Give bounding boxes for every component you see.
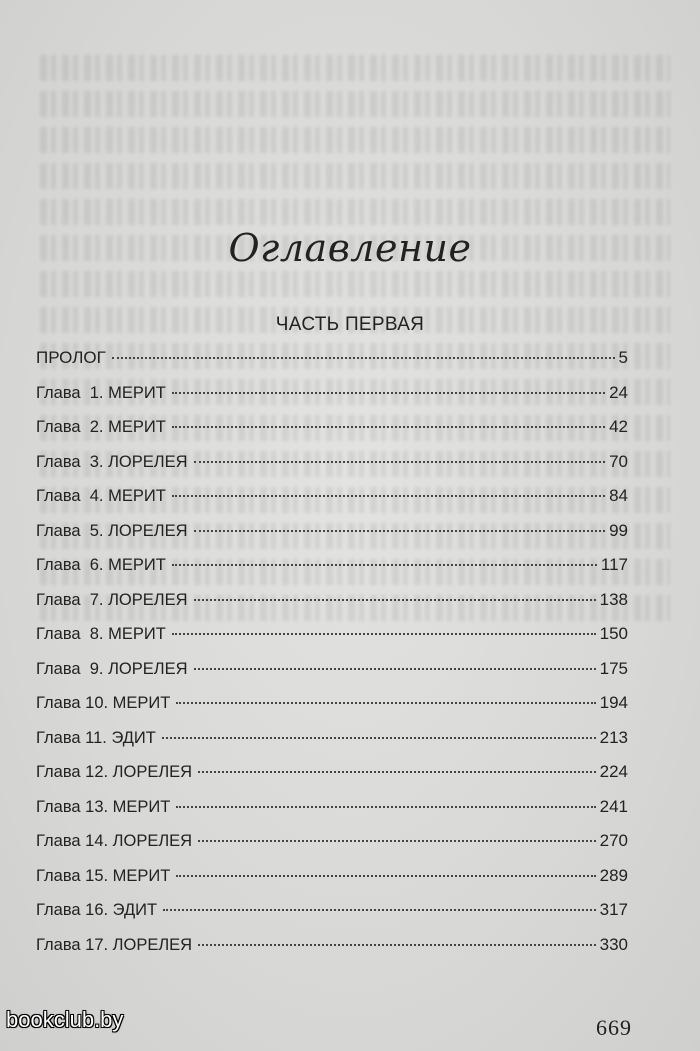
dot-leader <box>112 357 615 359</box>
toc-entry <box>36 521 628 556</box>
toc-entry <box>36 935 628 970</box>
page-title: Оглавление <box>228 226 472 270</box>
toc-entry <box>36 383 628 418</box>
toc-entry-label: Глава 6. МЕРИТ <box>36 556 166 574</box>
table-of-contents <box>36 348 628 969</box>
dot-leader <box>194 461 606 463</box>
dot-leader <box>194 668 596 670</box>
toc-entry-page: 270 <box>599 831 628 850</box>
toc-entry-label: Глава 15. МЕРИТ <box>36 866 171 885</box>
toc-entry-page: 241 <box>599 796 628 816</box>
toc-entry <box>36 659 628 694</box>
dot-leader <box>198 944 596 946</box>
toc-entry <box>36 452 628 487</box>
toc-entry-page: 194 <box>599 693 628 712</box>
dot-leader <box>198 771 596 773</box>
site-watermark: bookclub.by <box>6 1007 124 1032</box>
dot-leader <box>172 426 605 428</box>
dot-leader <box>176 806 595 808</box>
toc-entry <box>36 831 628 866</box>
dot-leader <box>172 495 605 497</box>
toc-entry-label: Глава 16. ЭДИТ <box>36 901 158 919</box>
toc-entry <box>36 900 628 935</box>
toc-entry-label: Глава 2. МЕРИТ <box>36 418 166 436</box>
toc-entry-label: Глава 5. ЛОРЕЛЕЯ <box>36 521 188 540</box>
dot-leader <box>172 633 596 635</box>
toc-entry-label: Глава 1. МЕРИТ <box>36 383 166 402</box>
dot-leader <box>194 530 606 532</box>
toc-entry-label: Глава 3. ЛОРЕЛЕЯ <box>36 452 188 471</box>
toc-entry-page: 317 <box>599 900 628 919</box>
toc-entry-page: 42 <box>609 417 628 436</box>
toc-entry-page: 224 <box>599 762 628 781</box>
toc-entry-page: 117 <box>600 555 628 574</box>
toc-entry-label: Глава 10. МЕРИТ <box>36 694 171 712</box>
page-number: 669 <box>596 1015 632 1040</box>
toc-entry-page: 5 <box>618 348 628 367</box>
toc-entry <box>36 797 628 832</box>
dot-leader <box>176 875 595 877</box>
toc-entry-label: ПРОЛОГ <box>36 348 106 367</box>
toc-entry-page: 138 <box>599 589 628 609</box>
toc-entry-page: 289 <box>599 865 628 885</box>
toc-entry <box>36 762 628 797</box>
dot-leader <box>172 564 597 566</box>
dot-leader <box>194 599 596 601</box>
toc-entry-page: 150 <box>599 624 628 643</box>
toc-entry <box>36 728 628 763</box>
toc-entry-label: Глава 8. МЕРИТ <box>36 625 166 643</box>
toc-entry <box>36 866 628 901</box>
dot-leader <box>198 840 596 842</box>
toc-entry-page: 70 <box>609 451 628 471</box>
toc-entry <box>36 590 628 625</box>
part-heading: ЧАСТЬ ПЕРВАЯ <box>275 314 425 335</box>
toc-entry <box>36 693 628 728</box>
dot-leader <box>176 702 595 704</box>
toc-entry-page: 99 <box>609 520 628 540</box>
toc-entry-page: 24 <box>609 382 628 402</box>
toc-entry-label: Глава 7. ЛОРЕЛЕЯ <box>36 590 188 609</box>
toc-entry-label: Глава 11. ЭДИТ <box>36 728 156 747</box>
dot-leader <box>162 737 596 739</box>
toc-entry-label: Глава 17. ЛОРЕЛЕЯ <box>36 935 193 954</box>
toc-entry-page: 175 <box>599 658 628 678</box>
toc-entry-label: Глава 9. ЛОРЕЛЕЯ <box>36 659 188 678</box>
toc-entry <box>36 624 628 659</box>
toc-entry <box>36 486 628 521</box>
toc-entry <box>36 555 628 590</box>
toc-entry-label: Глава 4. МЕРИТ <box>36 487 166 505</box>
toc-entry-page: 213 <box>599 727 628 747</box>
toc-entry-label: Глава 14. ЛОРЕЛЕЯ <box>36 832 193 850</box>
toc-entry <box>36 348 628 383</box>
toc-entry-label: Глава 13. МЕРИТ <box>36 797 171 816</box>
toc-entry-label: Глава 12. ЛОРЕЛЕЯ <box>36 763 193 781</box>
toc-entry-page: 330 <box>599 934 628 954</box>
toc-entry-page: 84 <box>609 486 628 505</box>
toc-entry <box>36 417 628 452</box>
dot-leader <box>163 909 596 911</box>
dot-leader <box>172 392 605 394</box>
